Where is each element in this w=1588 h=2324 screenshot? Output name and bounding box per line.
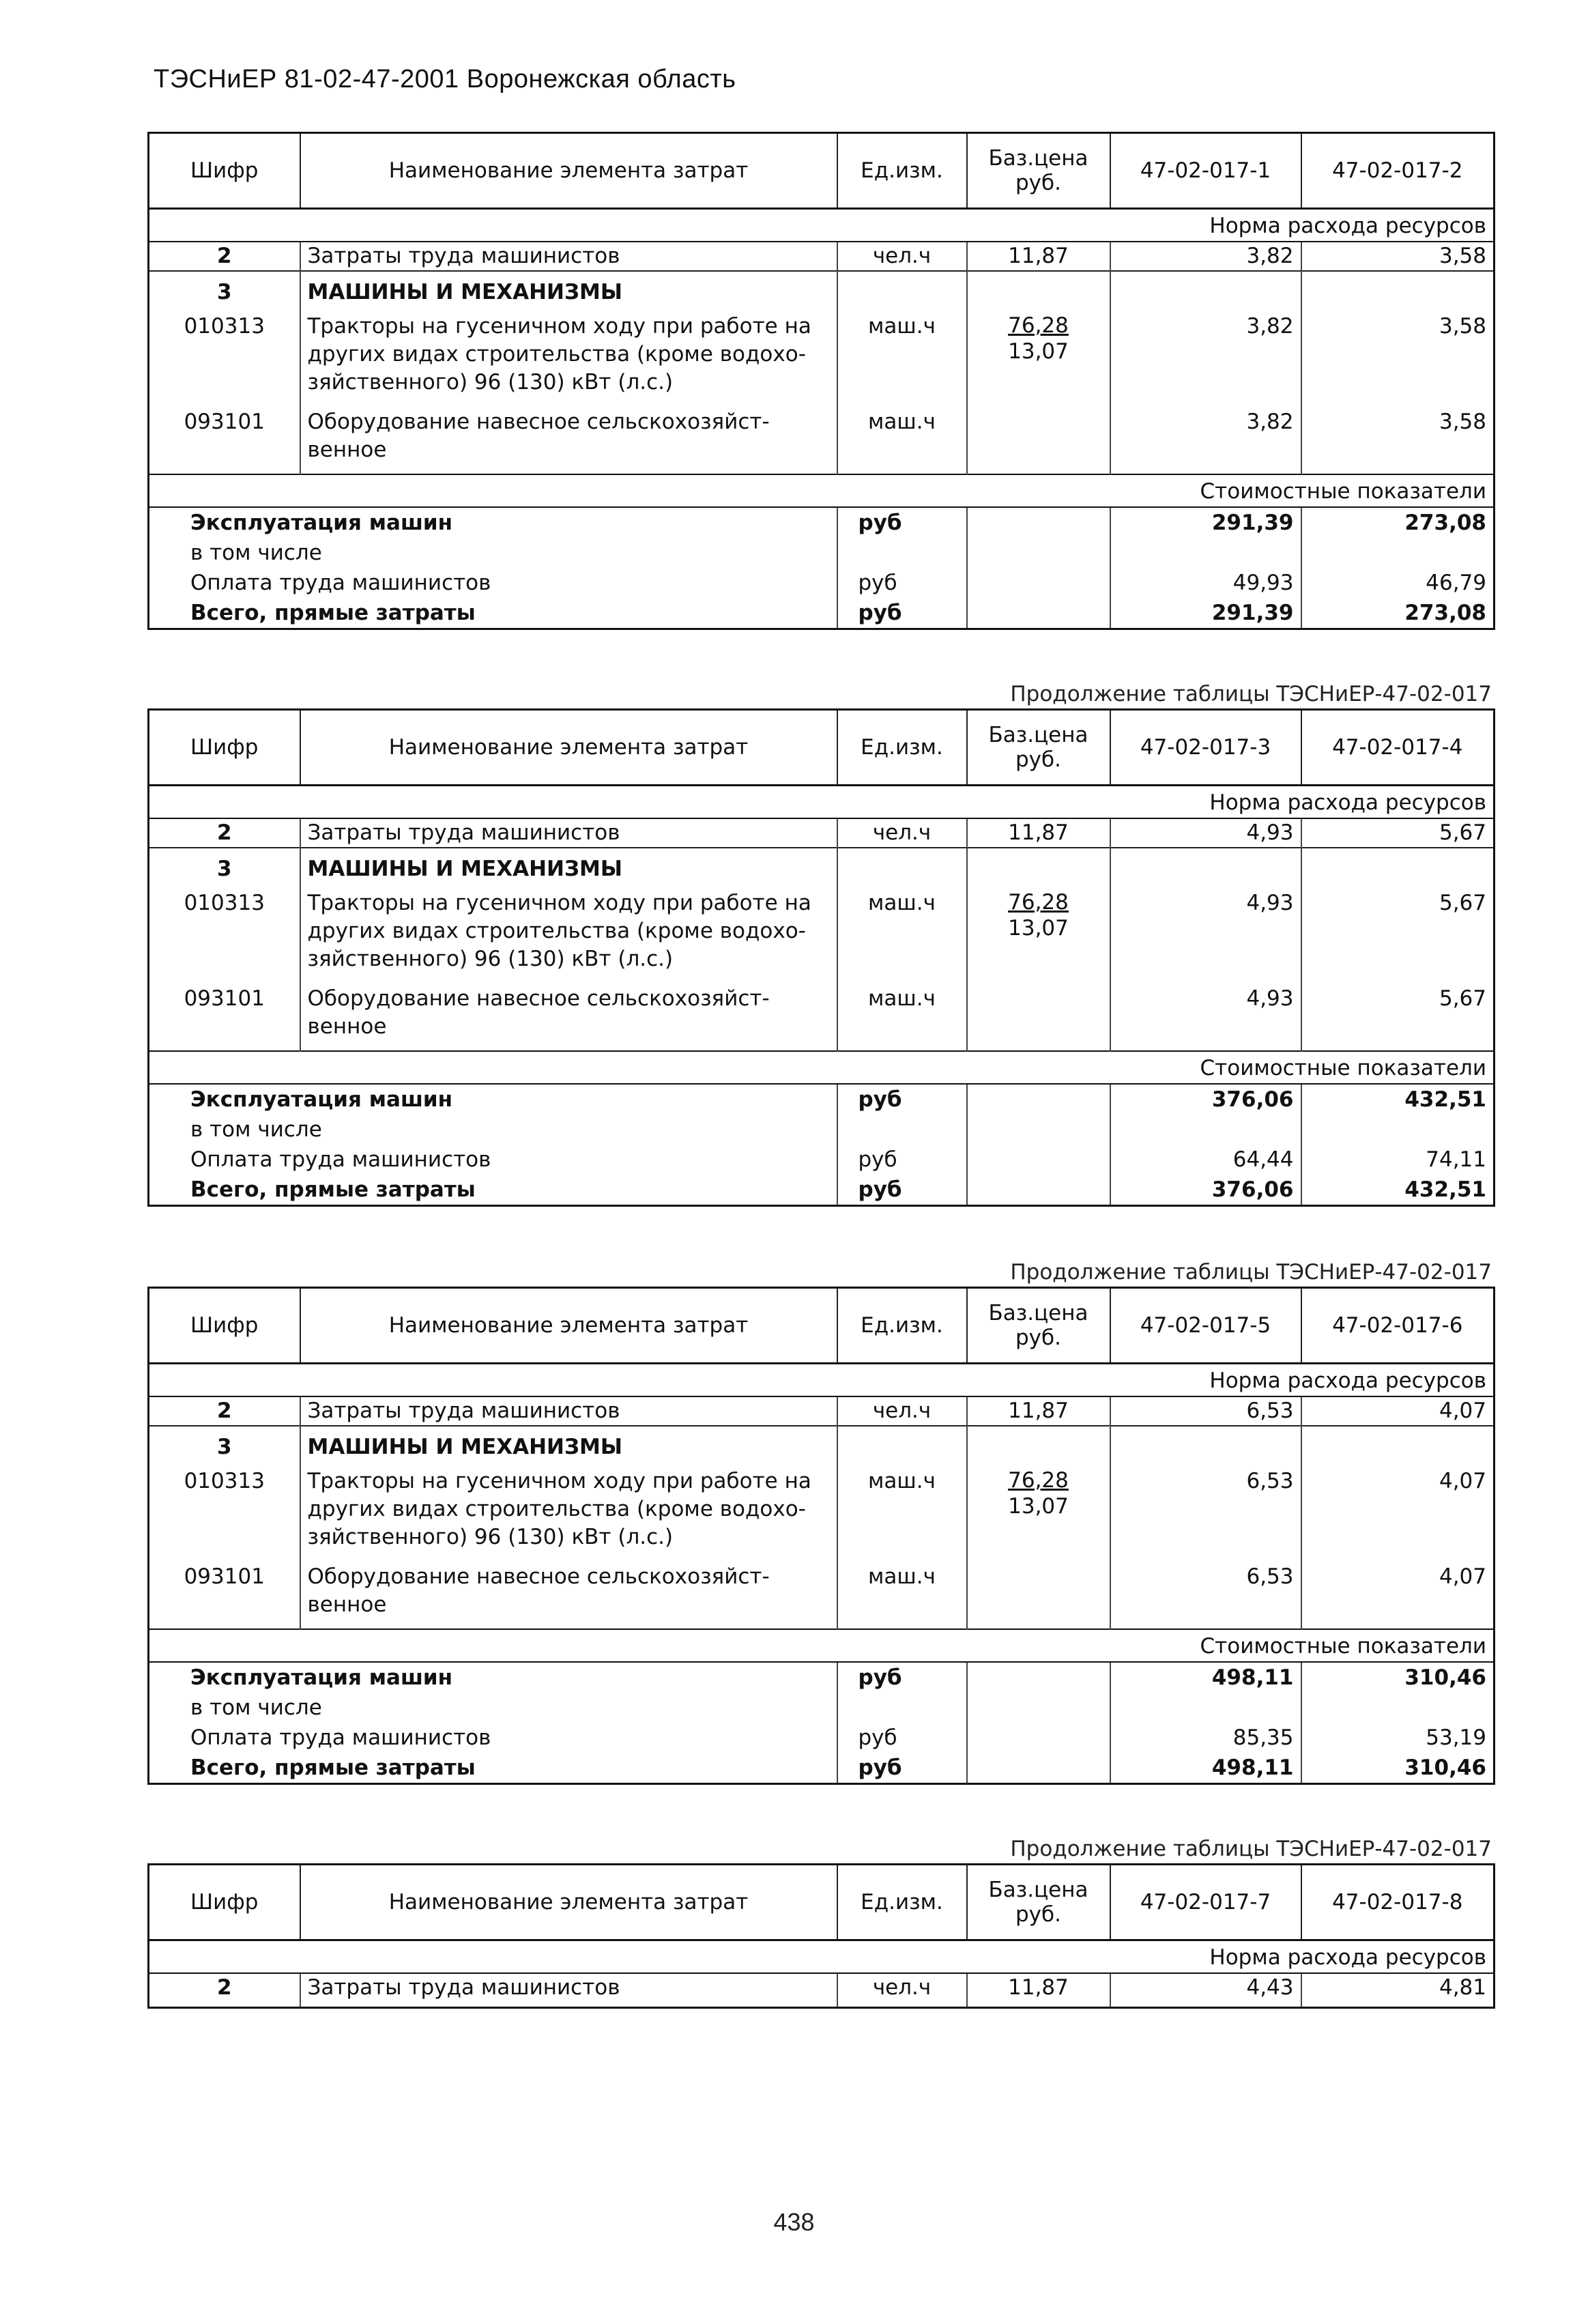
row-num: 2 [216,1975,232,2000]
value-a: 85,35 [1110,1723,1301,1753]
resource-norms-row [149,209,1495,242]
name-line: других видах строительства (кроме водохо- [307,1497,806,1521]
cost-indicators-label: Стоимостные показатели [149,1051,1495,1084]
cost-indicators-row [149,474,1495,507]
operation-label: Эксплуатация машин [190,1087,453,1112]
name-line: Тракторы на гусеничном ходу при работе на [307,891,811,915]
header-unit: Ед.изм. [837,133,967,209]
resource-norms-row [149,1940,1495,1974]
header-base-price [967,710,1110,786]
value-b: 5,67 [1301,818,1495,848]
header-unit: Ед.изм. [837,1288,967,1364]
name-line: других видах строительства (кроме водохо- [307,342,806,367]
cost-indicators-row [149,1051,1495,1084]
header-code: Шифр [190,1312,259,1338]
row-num: 3 [149,848,300,889]
row-num: 3 [149,271,300,313]
resource-norms-row [149,1364,1495,1397]
price-bottom: 13,07 [1008,916,1069,941]
header-base-price [967,1288,1110,1364]
header-name: Наименование элемента затрат [300,710,837,786]
base-price-unit: руб. [1015,747,1061,772]
header-name: Наименование элемента затрат [300,133,837,209]
row-price: 11,87 [967,1973,1110,2008]
name-line: венное [307,437,387,462]
header-col-b: 47-02-017-2 [1301,133,1495,209]
base-price-label: Баз.цена [988,1301,1088,1325]
row-unit: чел.ч [837,1973,967,2008]
name-line: Оборудование навесное сельскохозяйст- [307,1564,770,1589]
name-line: зяйственного) 96 (130) кВт (л.с.) [307,1525,674,1549]
including-row [149,1693,1495,1723]
base-price-label: Баз.цена [988,146,1088,171]
price-bottom: 13,07 [1008,1494,1069,1519]
row-name [300,1467,837,1563]
continuation-caption: Продолжение таблицы ТЭСНиЕР-47-02-017 [1010,1837,1492,1861]
norms-table-1 [147,132,1493,630]
wages-label: Оплата труда машинистов [190,1147,491,1172]
header-name: Наименование элемента затрат [300,1288,837,1364]
price-top: 76,28 [1008,1468,1069,1493]
value-a: 49,93 [1110,568,1301,598]
row-num: 2 [216,820,232,845]
name-line: других видах строительства (кроме водохо- [307,919,806,943]
base-price-label: Баз.цена [988,723,1088,747]
header-col-a: 47-02-017-1 [1110,133,1301,209]
value-b: 5,67 [1301,985,1495,1051]
operation-unit: руб [837,1662,967,1693]
table-header [149,1288,1495,1364]
wages-unit: руб [837,1723,967,1753]
value-b: 432,51 [1301,1175,1495,1206]
labor-row [149,818,1495,848]
value-a: 6,53 [1110,1396,1301,1426]
row-name: МАШИНЫ И МЕХАНИЗМЫ [300,848,837,889]
name-line: зяйственного) 96 (130) кВт (л.с.) [307,370,674,394]
value-a: 498,11 [1110,1753,1301,1784]
row-name [300,408,837,474]
value-b: 4,07 [1301,1563,1495,1629]
value-a: 4,93 [1110,985,1301,1051]
row-price [967,889,1110,985]
value-b: 74,11 [1301,1145,1495,1175]
tractor-row [149,889,1495,985]
row-unit: чел.ч [837,818,967,848]
row-name: Затраты труда машинистов [300,818,837,848]
operation-label: Эксплуатация машин [190,511,453,535]
header-base-price [967,1865,1110,1940]
wages-unit: руб [837,1145,967,1175]
wages-row [149,1723,1495,1753]
name-line: венное [307,1014,387,1039]
continuation-caption: Продолжение таблицы ТЭСНиЕР-47-02-017 [1010,1260,1492,1285]
equipment-row [149,1563,1495,1629]
continuation-caption: Продолжение таблицы ТЭСНиЕР-47-02-017 [1010,682,1492,706]
value-a: 6,53 [1110,1563,1301,1629]
resource-norms-label: Норма расхода ресурсов [149,1940,1495,1974]
value-b: 53,19 [1301,1723,1495,1753]
operation-row [149,1084,1495,1115]
header-col-a: 47-02-017-5 [1110,1288,1301,1364]
row-unit: чел.ч [837,242,967,271]
header-name: Наименование элемента затрат [300,1865,837,1940]
name-line: Оборудование навесное сельскохозяйст- [307,986,770,1011]
value-a: 376,06 [1110,1175,1301,1206]
machines-row [149,848,1495,889]
value-a: 498,11 [1110,1662,1301,1693]
operation-unit: руб [837,1084,967,1115]
name-line: Тракторы на гусеничном ходу при работе на [307,314,811,339]
row-name [300,985,837,1051]
row-name: Затраты труда машинистов [300,1396,837,1426]
header-unit: Ед.изм. [837,710,967,786]
total-row [149,1753,1495,1784]
wages-label: Оплата труда машинистов [190,571,491,595]
wages-row [149,568,1495,598]
value-a: 3,82 [1110,408,1301,474]
labor-row [149,1973,1495,2008]
row-name [300,889,837,985]
header-code: Шифр [190,734,259,760]
operation-label: Эксплуатация машин [190,1665,453,1690]
including-row [149,538,1495,568]
header-col-a: 47-02-017-7 [1110,1865,1301,1940]
base-price-unit: руб. [1015,1902,1061,1927]
resource-norms-label: Норма расхода ресурсов [149,786,1495,819]
total-label: Всего, прямые затраты [190,601,476,625]
labor-row [149,1396,1495,1426]
value-b: 310,46 [1301,1662,1495,1693]
operation-row [149,507,1495,538]
row-code: 010313 [184,891,265,915]
name-line: Оборудование навесное сельскохозяйст- [307,410,770,434]
row-unit: маш.ч [837,985,967,1051]
row-name: Затраты труда машинистов [300,242,837,271]
base-price-unit: руб. [1015,171,1061,195]
row-name: МАШИНЫ И МЕХАНИЗМЫ [300,1426,837,1467]
value-b: 4,81 [1301,1973,1495,2008]
row-num: 2 [216,244,232,268]
row-price: 11,87 [967,818,1110,848]
value-b: 4,07 [1301,1396,1495,1426]
total-row [149,598,1495,629]
header-unit: Ед.изм. [837,1865,967,1940]
total-row [149,1175,1495,1206]
row-price [967,1467,1110,1563]
row-name [300,313,837,408]
value-a: 64,44 [1110,1145,1301,1175]
tractor-row [149,313,1495,408]
value-a: 291,39 [1110,598,1301,629]
value-b: 3,58 [1301,313,1495,408]
row-price: 11,87 [967,1396,1110,1426]
machines-row [149,1426,1495,1467]
labor-row [149,242,1495,271]
price-top: 76,28 [1008,313,1069,338]
norms-table-3 [147,1258,1493,1785]
value-a: 3,82 [1110,313,1301,408]
row-unit: маш.ч [837,889,967,985]
cost-indicators-label: Стоимостные показатели [149,1629,1495,1662]
total-label: Всего, прямые затраты [190,1755,476,1780]
table-header [149,1865,1495,1940]
row-unit: маш.ч [837,313,967,408]
value-b: 3,58 [1301,242,1495,271]
row-price: 11,87 [967,242,1110,271]
value-b: 4,07 [1301,1467,1495,1563]
row-price [967,313,1110,408]
base-price-label: Баз.цена [988,1878,1088,1902]
including-label: в том числе [190,1695,322,1720]
value-b: 273,08 [1301,507,1495,538]
name-line: зяйственного) 96 (130) кВт (л.с.) [307,947,674,971]
operation-row [149,1662,1495,1693]
value-b: 432,51 [1301,1084,1495,1115]
value-a: 376,06 [1110,1084,1301,1115]
value-a: 4,93 [1110,889,1301,985]
value-b: 5,67 [1301,889,1495,985]
header-code: Шифр [190,1889,259,1914]
wages-label: Оплата труда машинистов [190,1725,491,1750]
including-label: в том числе [190,541,322,565]
name-line: венное [307,1592,387,1617]
document-title: ТЭСНиЕР 81-02-47-2001 Воронежская область [154,65,736,94]
resource-norms-label: Норма расхода ресурсов [149,1364,1495,1397]
header-col-b: 47-02-017-4 [1301,710,1495,786]
row-name: Затраты труда машинистов [300,1973,837,2008]
value-a: 4,93 [1110,818,1301,848]
header-code: Шифр [190,158,259,183]
wages-row [149,1145,1495,1175]
including-label: в том числе [190,1117,322,1142]
total-unit: руб [837,1753,967,1784]
price-bottom: 13,07 [1008,339,1069,364]
row-name [300,1563,837,1629]
total-label: Всего, прямые затраты [190,1177,476,1202]
base-price-unit: руб. [1015,1325,1061,1350]
value-b: 310,46 [1301,1753,1495,1784]
row-name: МАШИНЫ И МЕХАНИЗМЫ [300,271,837,313]
row-code: 093101 [184,410,265,434]
table-header [149,133,1495,209]
norms-table-2 [147,680,1493,1207]
row-num: 3 [149,1426,300,1467]
header-col-a: 47-02-017-3 [1110,710,1301,786]
resource-norms-label: Норма расхода ресурсов [149,209,1495,242]
row-unit: маш.ч [837,1563,967,1629]
row-unit: маш.ч [837,1467,967,1563]
row-code: 010313 [184,1469,265,1493]
row-code: 093101 [184,1564,265,1589]
value-b: 273,08 [1301,598,1495,629]
tractor-row [149,1467,1495,1563]
header-col-b: 47-02-017-8 [1301,1865,1495,1940]
row-num: 2 [216,1398,232,1423]
machines-row [149,271,1495,313]
resource-norms-row [149,786,1495,819]
row-code: 093101 [184,986,265,1011]
cost-indicators-label: Стоимостные показатели [149,474,1495,507]
total-unit: руб [837,598,967,629]
header-col-b: 47-02-017-6 [1301,1288,1495,1364]
equipment-row [149,985,1495,1051]
equipment-row [149,408,1495,474]
norms-table-4 [147,1835,1493,2009]
including-row [149,1115,1495,1145]
value-b: 3,58 [1301,408,1495,474]
table-header [149,710,1495,786]
row-unit: чел.ч [837,1396,967,1426]
name-line: Тракторы на гусеничном ходу при работе на [307,1469,811,1493]
row-code: 010313 [184,314,265,339]
operation-unit: руб [837,507,967,538]
value-b: 46,79 [1301,568,1495,598]
cost-indicators-row [149,1629,1495,1662]
value-a: 6,53 [1110,1467,1301,1563]
row-unit: маш.ч [837,408,967,474]
value-a: 4,43 [1110,1973,1301,2008]
value-a: 3,82 [1110,242,1301,271]
header-base-price [967,133,1110,209]
wages-unit: руб [837,568,967,598]
price-top: 76,28 [1008,890,1069,915]
total-unit: руб [837,1175,967,1206]
value-a: 291,39 [1110,507,1301,538]
page-number: 438 [773,2208,815,2236]
